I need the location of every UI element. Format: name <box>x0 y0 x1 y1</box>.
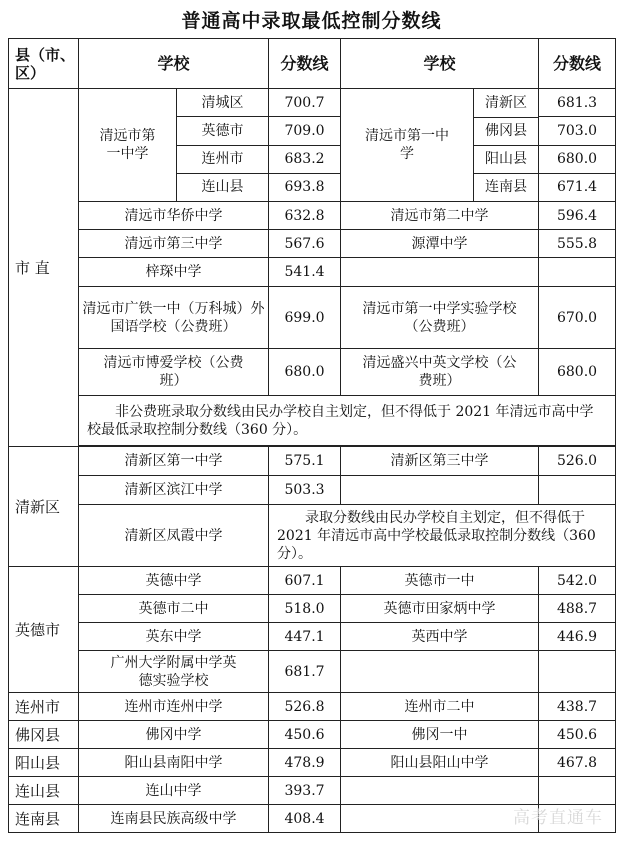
area-cell: 清城区 <box>177 89 269 117</box>
school-cell: 阳山县南阳中学 <box>79 749 269 777</box>
table-row <box>9 693 616 721</box>
page-title: 普通高中录取最低控制分数线 <box>181 10 442 32</box>
table-row <box>9 567 616 595</box>
score-cell: 681.3 <box>539 89 616 117</box>
school-cell: 佛冈一中 <box>341 721 539 749</box>
school-cell: 清远市第三中学 <box>79 230 269 258</box>
school-cell: 梓琛中学 <box>79 258 269 287</box>
table-row <box>9 476 616 505</box>
area-cell: 清新区 <box>474 89 539 117</box>
header-school-right: 学校 <box>341 39 539 89</box>
table-row <box>9 349 616 396</box>
score-cell: 478.9 <box>269 749 341 777</box>
table-row <box>9 287 616 349</box>
score-cell: 542.0 <box>539 567 616 595</box>
score-cell: 447.1 <box>269 623 341 651</box>
score-cell: 488.7 <box>539 595 616 623</box>
school-cell: 英德中学 <box>79 567 269 595</box>
school-cell: 阳山县阳山中学 <box>341 749 539 777</box>
score-table <box>8 38 616 833</box>
score-cell: 683.2 <box>269 145 341 173</box>
table-row <box>9 258 616 287</box>
school-cell <box>341 258 539 287</box>
score-cell: 575.1 <box>269 447 341 476</box>
table-row <box>9 749 616 777</box>
score-cell: 438.7 <box>539 693 616 721</box>
header-county: 县（市、区） <box>9 39 79 89</box>
score-cell: 555.8 <box>539 230 616 258</box>
score-cell: 680.0 <box>539 349 616 396</box>
table-row <box>9 447 616 476</box>
school-cell: 清新区第一中学 <box>79 447 269 476</box>
header-school-left: 学校 <box>79 39 269 89</box>
score-cell: 541.4 <box>269 258 341 287</box>
school-cell: 清远盛兴中英文学校（公费班） <box>341 349 539 396</box>
score-cell: 393.7 <box>269 777 341 805</box>
table-row <box>9 721 616 749</box>
school-cell: 英德市一中 <box>341 567 539 595</box>
note-text: 录取分数线由民办学校自主划定，但不得低于 2021 年清远市高中学校最低录取控制分数线（360 分）。 <box>269 505 616 567</box>
score-cell: 526.8 <box>269 693 341 721</box>
school-cell: 英德市田家炳中学 <box>341 595 539 623</box>
school-cell: 英西中学 <box>341 623 539 651</box>
score-cell: 467.8 <box>539 749 616 777</box>
county-cell: 佛冈县 <box>9 721 79 749</box>
score-cell: 567.6 <box>269 230 341 258</box>
empty-cell <box>539 476 616 505</box>
area-cell: 连山县 <box>177 173 269 201</box>
school-cell: 清远市华侨中学 <box>79 202 269 230</box>
school-cell <box>341 777 539 805</box>
table-row <box>9 623 616 651</box>
school-cell: 连山中学 <box>79 777 269 805</box>
score-cell: 408.4 <box>269 805 341 833</box>
note-row <box>9 396 616 446</box>
score-cell: 503.3 <box>269 476 341 505</box>
score-cell: 699.0 <box>269 287 341 349</box>
school-cell: 清远市第一中学 <box>79 89 177 202</box>
area-cell: 阳山县 <box>474 145 539 173</box>
score-cell: 518.0 <box>269 595 341 623</box>
area-cell: 连州市 <box>177 145 269 173</box>
school-cell <box>341 651 539 693</box>
school-cell: 清远市博爱学校（公费班） <box>79 349 269 396</box>
school-cell: 清远市第二中学 <box>341 202 539 230</box>
school-cell: 清新区滨江中学 <box>79 476 269 505</box>
score-cell <box>539 777 616 805</box>
school-cell: 连州市二中 <box>341 693 539 721</box>
county-cell: 连南县 <box>9 805 79 833</box>
county-cell: 市 直 <box>9 89 79 447</box>
school-cell: 连南县民族高级中学 <box>79 805 269 833</box>
table-row <box>9 505 616 567</box>
school-cell: 清远市广铁一中（万科城）外国语学校（公费班） <box>79 287 269 349</box>
school-cell: 清远市第一中学实验学校（公费班） <box>341 287 539 349</box>
note-text: 非公费班录取分数线由民办学校自主划定，但不得低于 2021 年清远市高中学校最低录取控制分数线（360 分）。 <box>79 396 616 446</box>
county-cell: 连山县 <box>9 777 79 805</box>
score-cell: 446.9 <box>539 623 616 651</box>
score-cell: 670.0 <box>539 287 616 349</box>
score-cell: 671.4 <box>539 173 616 201</box>
score-cell: 607.1 <box>269 567 341 595</box>
score-cell: 596.4 <box>539 202 616 230</box>
area-cell: 连南县 <box>485 179 528 196</box>
score-cell: 680.0 <box>269 349 341 396</box>
table-row <box>9 595 616 623</box>
school-cell <box>341 805 539 833</box>
school-cell: 清新区凤霞中学 <box>79 505 269 567</box>
score-cell: 700.7 <box>269 89 341 117</box>
county-cell: 英德市 <box>9 567 79 693</box>
empty-cell <box>341 476 539 505</box>
header-score-left: 分数线 <box>269 39 341 89</box>
school-cell: 清远市第一中学 <box>341 89 474 201</box>
area-cell: 英德市 <box>177 117 269 145</box>
score-cell: 450.6 <box>269 721 341 749</box>
area-cell: 佛冈县 <box>474 117 539 145</box>
qy1-right-subtable <box>341 89 538 201</box>
school-cell: 连州市连州中学 <box>79 693 269 721</box>
score-cell: 703.0 <box>539 117 616 145</box>
score-cell: 693.8 <box>269 173 341 201</box>
school-cell: 英德市二中 <box>79 595 269 623</box>
table-row <box>9 651 616 693</box>
table-row <box>9 230 616 258</box>
school-cell: 广州大学附属中学英德实验学校 <box>79 651 269 693</box>
score-cell <box>539 651 616 693</box>
score-cell: 526.0 <box>539 447 616 476</box>
table-row <box>9 777 616 805</box>
school-cell: 英东中学 <box>79 623 269 651</box>
score-cell: 450.6 <box>539 721 616 749</box>
score-cell <box>539 258 616 287</box>
header-row <box>9 39 616 89</box>
school-cell: 清新区第三中学 <box>341 447 539 476</box>
watermark: 高考直通车 <box>513 808 603 828</box>
school-cell: 源潭中学 <box>341 230 539 258</box>
school-cell <box>341 89 539 202</box>
county-cell: 清新区 <box>9 447 79 567</box>
county-cell: 连州市 <box>9 693 79 721</box>
county-cell: 阳山县 <box>9 749 79 777</box>
table-row <box>9 202 616 230</box>
header-score-right: 分数线 <box>539 39 616 89</box>
school-cell: 佛冈中学 <box>79 721 269 749</box>
score-cell: 681.7 <box>269 651 341 693</box>
score-cell: 709.0 <box>269 117 341 145</box>
score-cell: 632.8 <box>269 202 341 230</box>
score-cell: 680.0 <box>539 145 616 173</box>
